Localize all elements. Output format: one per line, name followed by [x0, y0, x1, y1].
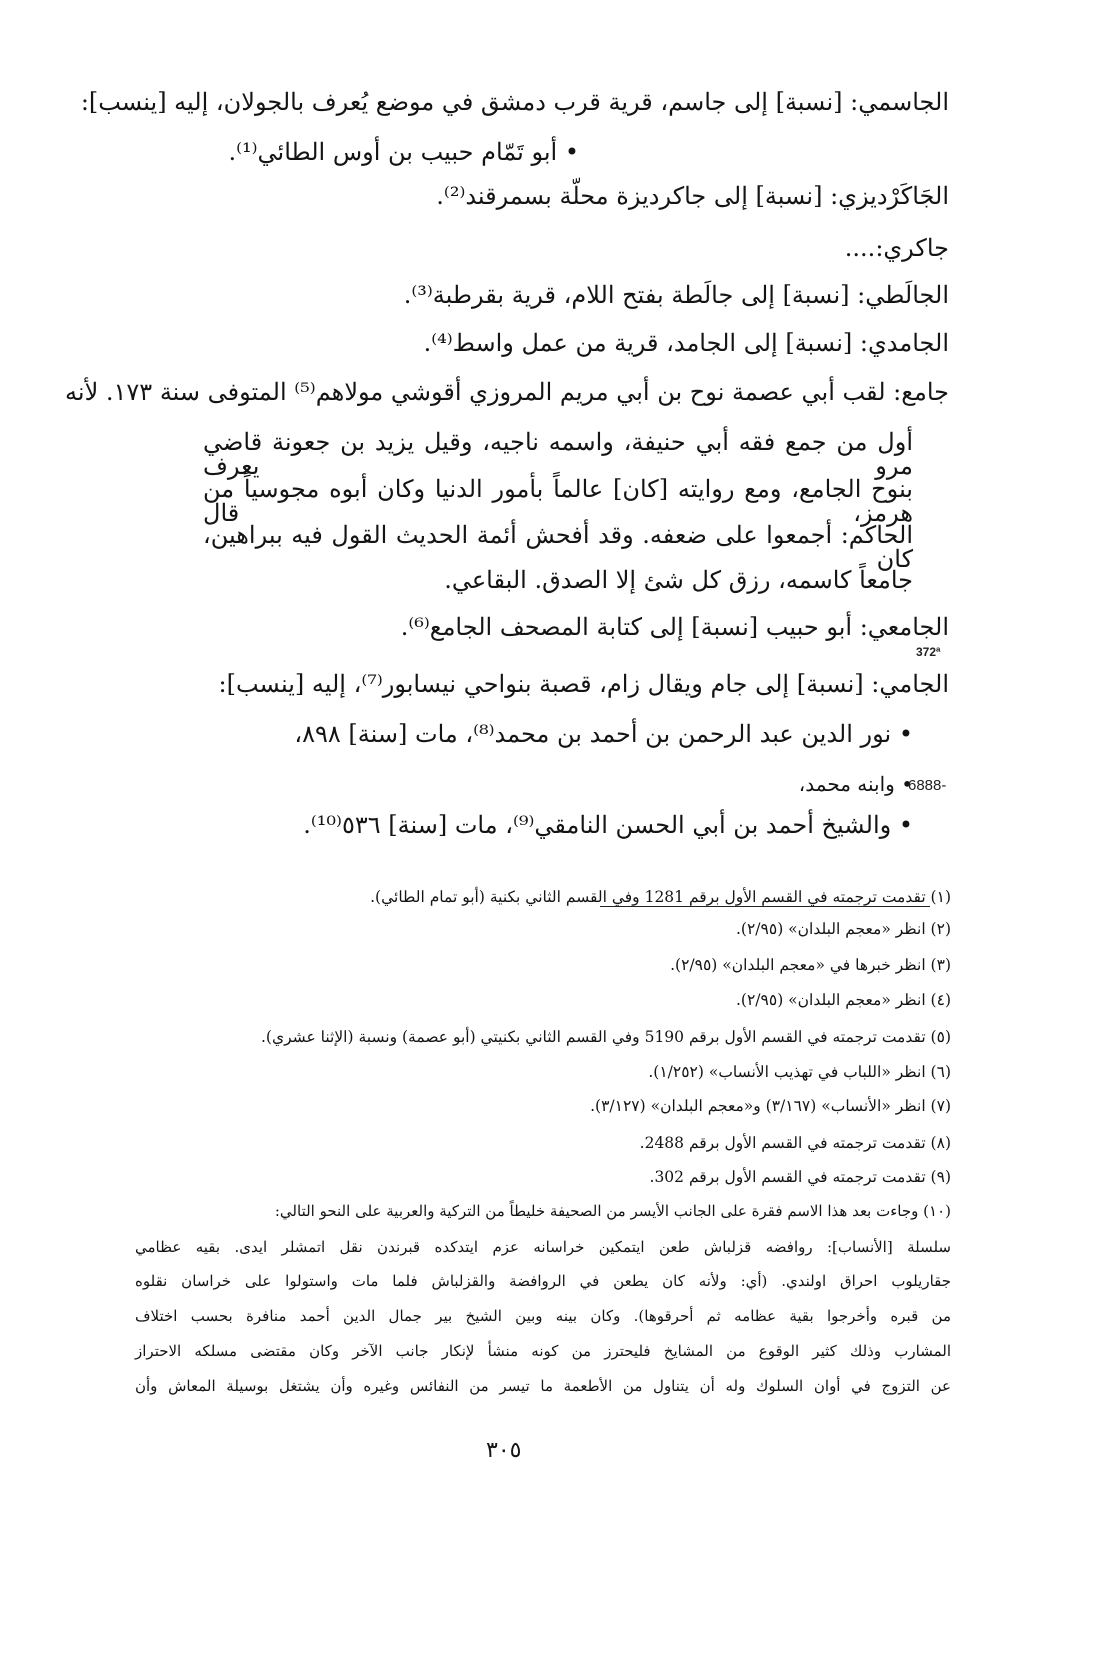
entry-jakari: جاكري:.... — [844, 234, 949, 262]
entry-jalati: الجالَطي: [نسبة] إلى جالَطة بفتح اللام، قرية بقرطبة⁽³⁾. — [403, 281, 949, 309]
footnote-5: (٥) تقدمت ترجمته في القسم الأول برقم 5190 وفي القسم الثاني بكنيتي (أبو عصمة) ونسبة (الإثنا عشري). — [260, 1028, 951, 1046]
footnote-8: (٨) تقدمت ترجمته في القسم الأول برقم 2488. — [639, 1134, 951, 1152]
entry-jami-line-4: الحاكم: أجمعوا على ضعفه. وقد أفحش أئمة الحديث القول فيه ببراهين، كان — [203, 521, 913, 573]
entry-number-marker: 6888- — [908, 777, 947, 794]
entry-jami-person-2: • وابنه محمد، — [798, 772, 913, 796]
footnote-10-line-6: عن التزوج في أوان السلوك وله أن يتناول من الأطعمة ما تيسر من النفائس وغيره وأن يشتغل بوسيلة المعاش وأن — [135, 1377, 951, 1395]
footnote-10-line-3: جقاريلوب احراق اولندي. (أي: ولأنه كان يطعن في الروافضة والقزلباش فلما مات واستولوا على خراسان نقلوه — [135, 1272, 952, 1290]
footnote-10-line-5: المشارب وذلك كثير الوقوع من المشايخ فليحترز من كونه منشأ لإنكار جانب الآخر وكان مقتضى مسلكه الاحتراز — [135, 1342, 951, 1360]
entry-jamii: الجامعي: أبو حبيب [نسبة] إلى كتابة المصحف الجامع⁽⁶⁾. — [400, 613, 949, 641]
entry-jamidi: الجامدي: [نسبة] إلى الجامد، قرية من عمل واسط⁽⁴⁾. — [423, 329, 949, 357]
footnote-3: (٣) انظر خبرها في «معجم البلدان» (٢/٩٥). — [670, 956, 951, 974]
footnote-2: (٢) انظر «معجم البلدان» (٢/٩٥). — [736, 920, 951, 938]
entry-jami: جامع: لقب أبي عصمة نوح بن أبي مريم المروزي أقوشي مولاهم⁽⁵⁾ المتوفى سنة ١٧٣. لأنه — [65, 378, 949, 406]
footnote-7: (٧) انظر «الأنساب» (٣/١٦٧) و«معجم البلدان» (٣/١٢٧). — [590, 1097, 951, 1115]
entry-jasimi: الجاسمي: [نسبة] إلى جاسم، قرية قرب دمشق في موضع يُعرف بالجولان، إليه [ينسب]: — [80, 88, 949, 116]
entry-jasimi-person: • أبو تَمّام حبيب بن أوس الطائي⁽¹⁾. — [228, 138, 579, 166]
entry-jami-line-3: بنوح الجامع، ومع روايته [كان] عالماً بأمور الدنيا وكان أبوه مجوسياً من هرمز، قال — [203, 475, 913, 527]
footnote-6: (٦) انظر «اللباب في تهذيب الأنساب» (١/٢٥٢). — [648, 1063, 951, 1081]
entry-jami-line-2: أول من جمع فقه أبي حنيفة، واسمه ناجيه، وقيل يزيد بن جعونة قاضي مرو يعرف — [203, 428, 913, 480]
folio-marker: 372ª — [916, 645, 941, 659]
entry-jami-nisba: الجامي: [نسبة] إلى جام ويقال زام، قصبة بنواحي نيسابور⁽⁷⁾، إليه [ينسب]: — [218, 670, 949, 698]
footnote-1: (١) تقدمت ترجمته في القسم الأول برقم 1281 وفي القسم الثاني بكنية (أبو تمام الطائي). — [370, 888, 951, 906]
entry-jami-line-5: جامعاً كاسمه، رزق كل شئ إلا الصدق. البقاعي. — [444, 566, 913, 594]
footnote-separator — [600, 906, 930, 907]
footnote-4: (٤) انظر «معجم البلدان» (٢/٩٥). — [736, 991, 951, 1009]
entry-jakardizi: الجَاكَرْديزي: [نسبة] إلى جاكرديزة محلّة بسمرقند⁽²⁾. — [436, 182, 949, 210]
page-number: ٣٠٥ — [486, 1438, 522, 1463]
footnote-10-line-2: سلسلة [الأنساب]: روافضه قزلباش طعن ايتمكين خراسانه عزم ايتدكده قبرندن نقل اتمشلر ايدى. بقيه عظامي — [135, 1238, 951, 1256]
footnote-9: (٩) تقدمت ترجمته في القسم الأول برقم 302. — [649, 1168, 951, 1186]
entry-jami-person-3: • والشيخ أحمد بن أبي الحسن النامقي⁽⁹⁾، مات [سنة] ٥٣٦⁽¹⁰⁾. — [303, 811, 913, 839]
entry-jami-person-1: • نور الدين عبد الرحمن بن أحمد بن محمد⁽⁸⁾، مات [سنة] ٨٩٨، — [294, 720, 913, 748]
footnote-10-line-4: من قبره وأخرجوا بقية عظامه ثم أحرقوها). وكان بينه وبين الشيخ بير جمال الدين أحمد منافرة بحسب اختلاف — [135, 1307, 951, 1325]
footnote-10: (١٠) وجاءت بعد هذا الاسم فقرة على الجانب الأيسر من الصحيفة خليطاً من التركية والعربية على النحو التالي: — [274, 1202, 951, 1220]
